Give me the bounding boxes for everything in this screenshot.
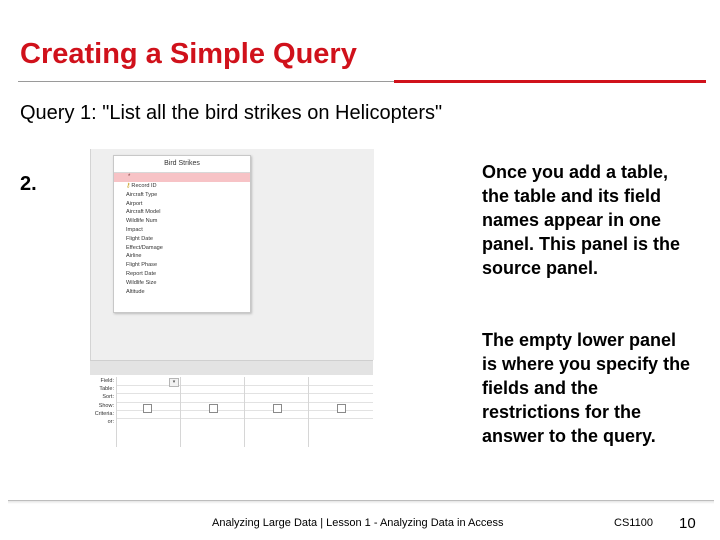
grid-column[interactable] (116, 377, 180, 447)
grid-row-label: Table: (99, 386, 114, 393)
field-list-item[interactable] (114, 270, 250, 279)
field-list-item[interactable] (114, 208, 250, 217)
design-grid (116, 377, 373, 447)
field-name: Impact (126, 226, 143, 233)
grid-row-label: or: (107, 419, 114, 426)
grid-row-label: Field: (100, 378, 114, 384)
table-field-list-title: Bird Strikes (114, 156, 250, 173)
grid-row-labels (90, 377, 114, 426)
field-name: Record ID (131, 183, 157, 189)
step-number: 2. (20, 173, 37, 195)
all-fields-row: * (114, 173, 250, 182)
field-list-item[interactable] (114, 217, 250, 226)
grid-row-label: Sort: (102, 394, 114, 401)
field-name: Report Date (126, 270, 157, 277)
title-divider-gray (18, 81, 394, 82)
slide-title: Creating a Simple Query (20, 38, 357, 70)
title-divider-red (394, 80, 706, 83)
field-list-item[interactable] (114, 235, 250, 244)
field-name: Flight Phase (126, 262, 158, 269)
field-list-item[interactable] (114, 261, 250, 270)
field-name: Wildlife Size (126, 279, 157, 286)
slide-subtitle: Query 1: "List all the bird strikes on Helicopters" (20, 102, 443, 124)
field-list-item[interactable] (114, 191, 250, 200)
field-name: Airport (126, 200, 143, 207)
field-name: Altitude (126, 288, 145, 295)
footer-course-code: CS1100 (614, 517, 653, 529)
field-list-item[interactable] (114, 200, 250, 209)
design-grid-panel (90, 375, 373, 451)
field-list-item[interactable] (114, 244, 250, 253)
field-name: Airline (126, 253, 142, 260)
primary-key-icon: ⚷ (126, 183, 131, 189)
show-checkbox[interactable] (209, 404, 218, 413)
field-list (114, 182, 250, 296)
grid-row-label: Show: (98, 402, 114, 409)
grid-column[interactable] (308, 377, 372, 447)
show-checkbox[interactable] (273, 404, 282, 413)
show-checkbox[interactable] (143, 404, 152, 413)
page-number: 10 (679, 515, 696, 532)
field-dropdown-icon[interactable]: ▾ (169, 378, 179, 387)
field-name: Effect/Damage (126, 244, 163, 251)
field-list-item[interactable] (114, 226, 250, 235)
panel-splitter (90, 360, 373, 376)
field-list-item[interactable] (114, 182, 250, 191)
field-name: Wildlife Num (126, 218, 158, 225)
lower-panel-description: The empty lower panel is where you specify the fields and the restrictions for the answer to the query. (482, 330, 691, 446)
show-checkbox[interactable] (337, 404, 346, 413)
field-list-item[interactable] (114, 288, 250, 297)
source-panel-description: Once you add a table, the table and its field names appear in one panel. This panel is the source panel. (482, 162, 681, 278)
table-field-list (113, 155, 251, 313)
field-list-item[interactable] (114, 279, 250, 288)
field-list-item[interactable] (114, 252, 250, 261)
field-name: Aircraft Model (126, 209, 161, 216)
grid-column[interactable] (180, 377, 244, 447)
field-name: Aircraft Type (126, 191, 158, 198)
grid-column[interactable] (244, 377, 308, 447)
source-panel (90, 149, 374, 360)
field-name: Flight Date (126, 235, 154, 242)
footer-lesson-text: Analyzing Large Data | Lesson 1 - Analyzing Data in Access (212, 517, 504, 529)
query-design-screenshot (90, 149, 373, 451)
footer-divider-shadow (8, 501, 714, 504)
grid-row-label: Criteria: (94, 410, 114, 417)
